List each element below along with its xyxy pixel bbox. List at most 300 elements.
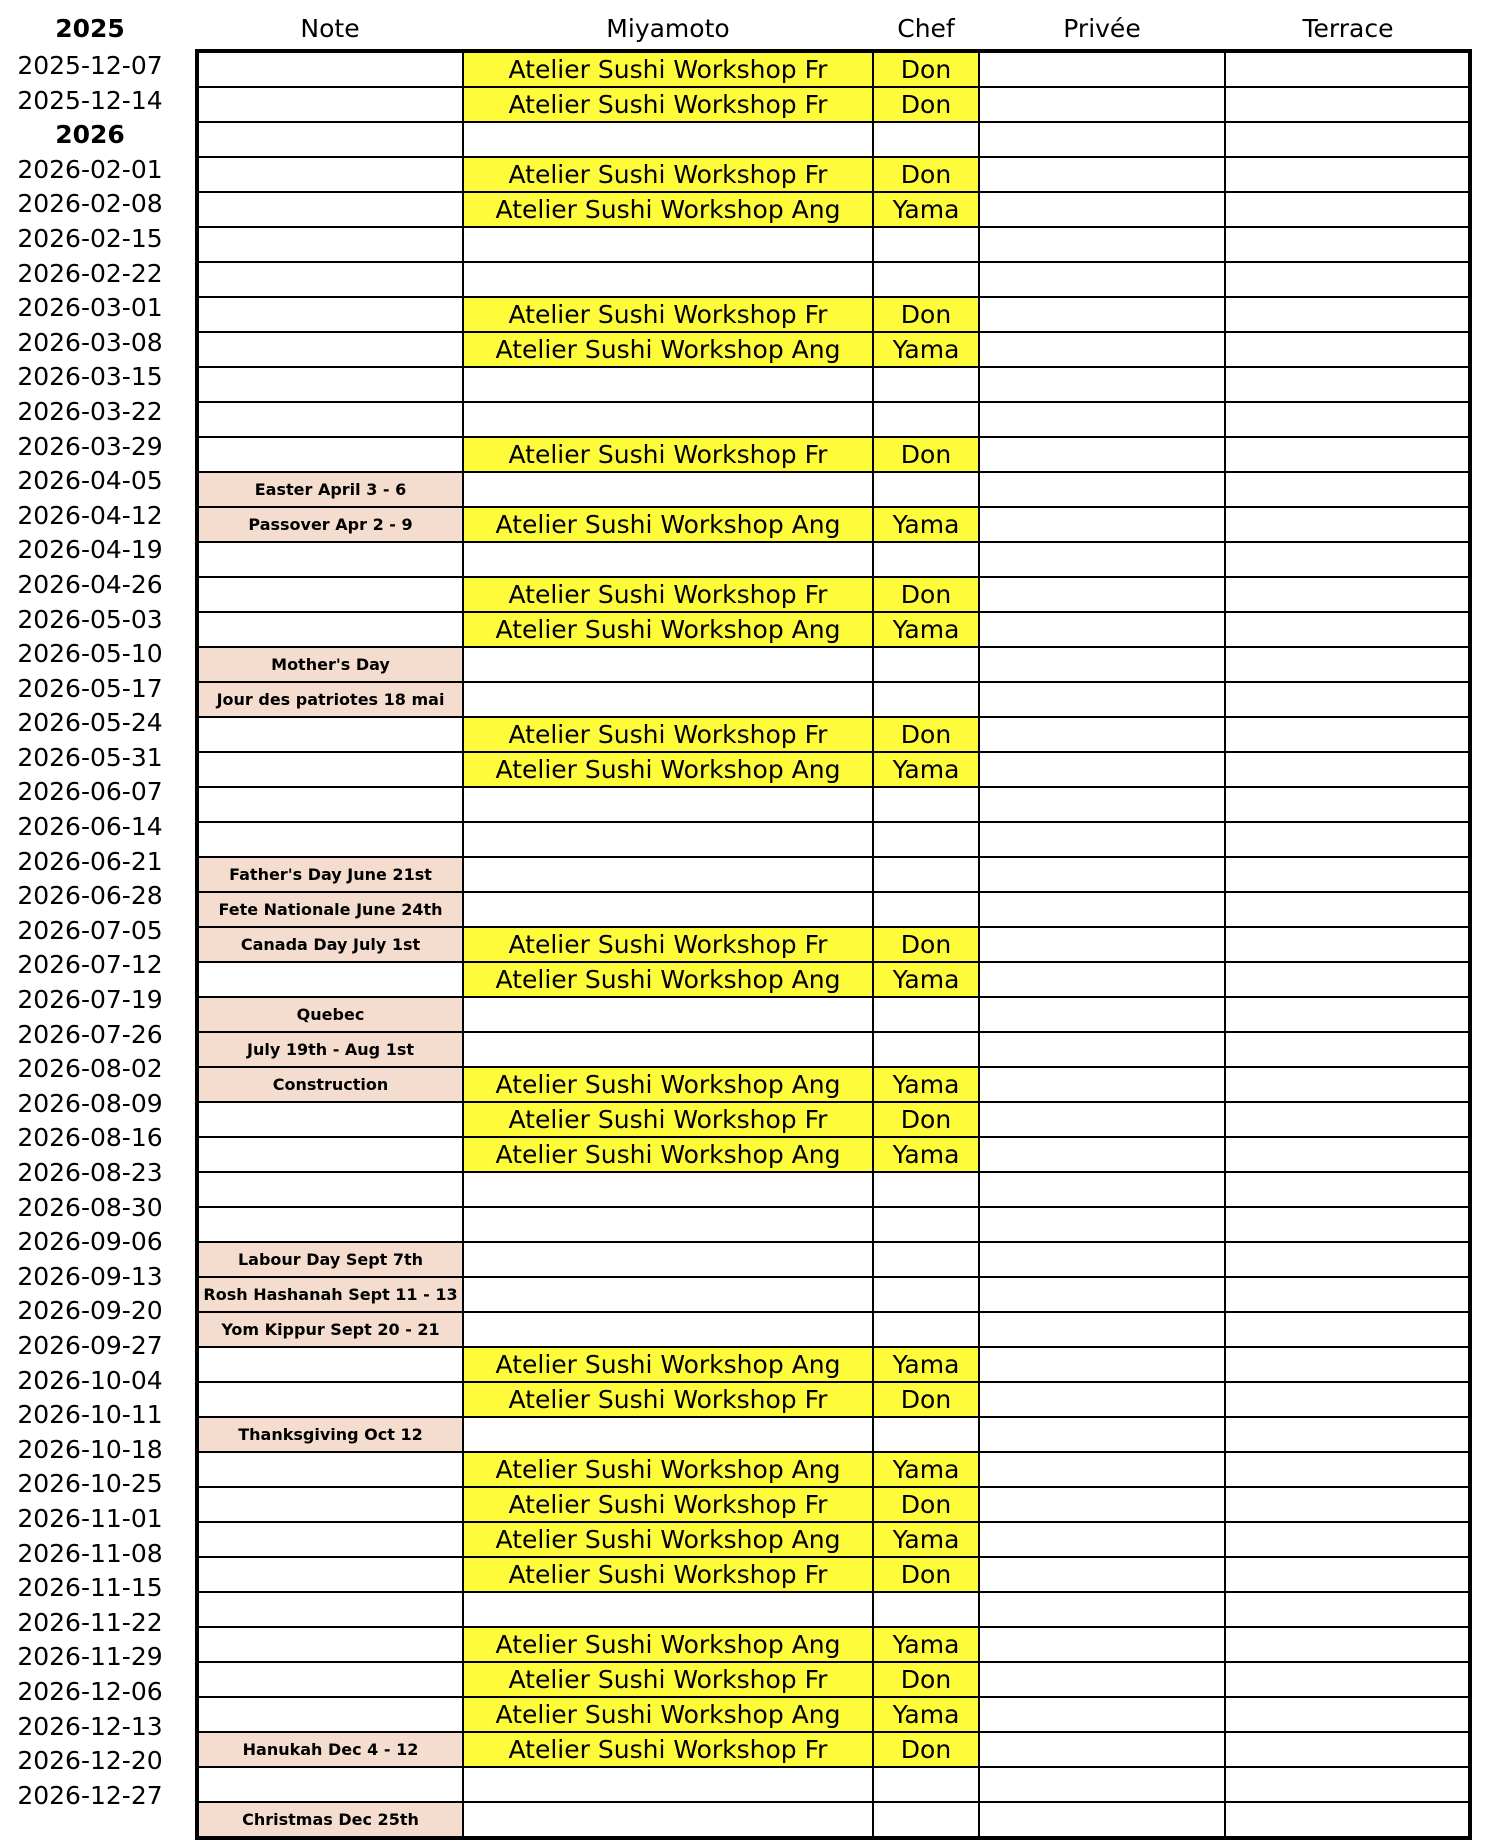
chef-cell[interactable]: Don xyxy=(873,1487,979,1522)
row-date: 2026-10-11 xyxy=(17,1400,163,1430)
privee-cell[interactable] xyxy=(979,962,1225,997)
terrace-cell[interactable] xyxy=(1225,787,1470,822)
table-row xyxy=(197,892,1470,927)
miyamoto-cell[interactable]: Atelier Sushi Workshop Fr xyxy=(463,1662,873,1697)
miyamoto-cell[interactable] xyxy=(463,402,873,437)
privee-cell[interactable] xyxy=(979,1207,1225,1242)
privee-cell[interactable] xyxy=(979,1172,1225,1207)
privee-cell[interactable] xyxy=(979,1417,1225,1452)
chef-cell[interactable]: Yama xyxy=(873,192,979,227)
note-cell[interactable] xyxy=(197,367,463,402)
chef-cell[interactable] xyxy=(873,682,979,717)
note-cell[interactable]: Quebec xyxy=(197,997,463,1032)
chef-cell[interactable] xyxy=(873,1312,979,1347)
table-row xyxy=(197,1452,1470,1487)
privee-cell[interactable] xyxy=(979,227,1225,262)
chef-cell[interactable]: Yama xyxy=(873,1522,979,1557)
terrace-cell[interactable] xyxy=(1225,472,1470,507)
row-date: 2026-04-05 xyxy=(17,466,163,496)
privee-cell[interactable] xyxy=(979,647,1225,682)
chef-cell[interactable] xyxy=(873,472,979,507)
privee-cell[interactable] xyxy=(979,1592,1225,1627)
privee-cell[interactable] xyxy=(979,472,1225,507)
chef-cell[interactable]: Yama xyxy=(873,752,979,787)
privee-cell[interactable] xyxy=(979,717,1225,752)
miyamoto-cell[interactable] xyxy=(463,997,873,1032)
miyamoto-cell[interactable] xyxy=(463,1767,873,1802)
terrace-cell[interactable] xyxy=(1225,1662,1470,1697)
note-cell[interactable] xyxy=(197,962,463,997)
note-cell[interactable]: Passover Apr 2 - 9 xyxy=(197,507,463,542)
terrace-cell[interactable] xyxy=(1225,1522,1470,1557)
chef-cell[interactable]: Don xyxy=(873,87,979,122)
table-row xyxy=(197,1417,1470,1452)
chef-cell[interactable] xyxy=(873,1592,979,1627)
chef-cell[interactable] xyxy=(873,1172,979,1207)
chef-cell[interactable]: Yama xyxy=(873,1347,979,1382)
note-cell[interactable]: Hanukah Dec 4 - 12 xyxy=(197,1732,463,1767)
miyamoto-cell[interactable] xyxy=(463,1417,873,1452)
note-cell[interactable] xyxy=(197,87,463,122)
note-cell[interactable]: Fete Nationale June 24th xyxy=(197,892,463,927)
terrace-cell[interactable] xyxy=(1225,822,1470,857)
privee-cell[interactable] xyxy=(979,332,1225,367)
privee-cell[interactable] xyxy=(979,1277,1225,1312)
chef-cell[interactable]: Don xyxy=(873,51,979,87)
privee-cell[interactable] xyxy=(979,1697,1225,1732)
terrace-cell[interactable] xyxy=(1225,682,1470,717)
chef-cell[interactable] xyxy=(873,822,979,857)
row-date: 2026-07-19 xyxy=(17,985,163,1015)
note-cell[interactable]: Thanksgiving Oct 12 xyxy=(197,1417,463,1452)
note-cell[interactable] xyxy=(197,402,463,437)
row-date: 2026-03-15 xyxy=(17,362,163,392)
table-row xyxy=(197,1697,1470,1732)
note-cell[interactable] xyxy=(197,122,463,157)
privee-cell[interactable] xyxy=(979,192,1225,227)
miyamoto-cell[interactable]: Atelier Sushi Workshop Ang xyxy=(463,192,873,227)
privee-cell[interactable] xyxy=(979,157,1225,192)
miyamoto-cell[interactable] xyxy=(463,857,873,892)
miyamoto-cell[interactable]: Atelier Sushi Workshop Fr xyxy=(463,437,873,472)
table-row xyxy=(197,297,1470,332)
miyamoto-cell[interactable]: Atelier Sushi Workshop Fr xyxy=(463,577,873,612)
miyamoto-cell[interactable]: Atelier Sushi Workshop Fr xyxy=(463,297,873,332)
row-date: 2026-02-15 xyxy=(17,223,163,253)
privee-cell[interactable] xyxy=(979,1487,1225,1522)
miyamoto-cell[interactable] xyxy=(463,822,873,857)
chef-cell[interactable]: Yama xyxy=(873,1137,979,1172)
chef-cell[interactable]: Don xyxy=(873,297,979,332)
chef-cell[interactable] xyxy=(873,787,979,822)
note-cell[interactable]: Rosh Hashanah Sept 11 - 13 xyxy=(197,1277,463,1312)
privee-cell[interactable] xyxy=(979,997,1225,1032)
terrace-cell[interactable] xyxy=(1225,1347,1470,1382)
chef-cell[interactable] xyxy=(873,857,979,892)
miyamoto-cell[interactable] xyxy=(463,1592,873,1627)
terrace-cell[interactable] xyxy=(1225,1102,1470,1137)
note-cell[interactable] xyxy=(197,1172,463,1207)
miyamoto-cell[interactable]: Atelier Sushi Workshop Fr xyxy=(463,1557,873,1592)
miyamoto-cell[interactable]: Atelier Sushi Workshop Fr xyxy=(463,157,873,192)
terrace-cell[interactable] xyxy=(1225,437,1470,472)
terrace-cell[interactable] xyxy=(1225,612,1470,647)
chef-cell[interactable]: Yama xyxy=(873,612,979,647)
miyamoto-cell[interactable]: Atelier Sushi Workshop Ang xyxy=(463,1137,873,1172)
miyamoto-cell[interactable] xyxy=(463,122,873,157)
privee-cell[interactable] xyxy=(979,682,1225,717)
note-cell[interactable] xyxy=(197,1347,463,1382)
miyamoto-cell[interactable]: Atelier Sushi Workshop Ang xyxy=(463,962,873,997)
note-cell[interactable] xyxy=(197,297,463,332)
miyamoto-cell[interactable] xyxy=(463,1032,873,1067)
privee-cell[interactable] xyxy=(979,367,1225,402)
terrace-cell[interactable] xyxy=(1225,1452,1470,1487)
note-cell[interactable]: Father's Day June 21st xyxy=(197,857,463,892)
miyamoto-cell[interactable] xyxy=(463,1172,873,1207)
row-date: 2026-11-22 xyxy=(17,1607,163,1637)
terrace-cell[interactable] xyxy=(1225,1242,1470,1277)
terrace-cell[interactable] xyxy=(1225,1592,1470,1627)
table-row xyxy=(197,472,1470,507)
terrace-cell[interactable] xyxy=(1225,507,1470,542)
note-cell[interactable] xyxy=(197,1697,463,1732)
privee-cell[interactable] xyxy=(979,1312,1225,1347)
note-cell[interactable]: Labour Day Sept 7th xyxy=(197,1242,463,1277)
privee-cell[interactable] xyxy=(979,1102,1225,1137)
privee-cell[interactable] xyxy=(979,1557,1225,1592)
note-cell[interactable]: Jour des patriotes 18 mai xyxy=(197,682,463,717)
miyamoto-cell[interactable]: Atelier Sushi Workshop Fr xyxy=(463,1102,873,1137)
chef-cell[interactable]: Yama xyxy=(873,1627,979,1662)
miyamoto-cell[interactable] xyxy=(463,1802,873,1838)
note-cell[interactable] xyxy=(197,1627,463,1662)
terrace-cell[interactable] xyxy=(1225,997,1470,1032)
row-date: 2026-12-27 xyxy=(17,1780,163,1810)
row-date: 2026-02-08 xyxy=(17,189,163,219)
privee-cell[interactable] xyxy=(979,857,1225,892)
row-date: 2026-07-05 xyxy=(17,915,163,945)
chef-cell[interactable] xyxy=(873,542,979,577)
terrace-cell[interactable] xyxy=(1225,577,1470,612)
chef-cell[interactable] xyxy=(873,892,979,927)
chef-cell[interactable] xyxy=(873,647,979,682)
chef-cell[interactable]: Don xyxy=(873,437,979,472)
note-cell[interactable] xyxy=(197,1557,463,1592)
privee-cell[interactable] xyxy=(979,402,1225,437)
row-date: 2026-02-01 xyxy=(17,154,163,184)
miyamoto-cell[interactable]: Atelier Sushi Workshop Ang xyxy=(463,1522,873,1557)
privee-cell[interactable] xyxy=(979,1137,1225,1172)
miyamoto-cell[interactable]: Atelier Sushi Workshop Fr xyxy=(463,1487,873,1522)
chef-cell[interactable]: Yama xyxy=(873,507,979,542)
privee-cell[interactable] xyxy=(979,787,1225,822)
miyamoto-cell[interactable] xyxy=(463,892,873,927)
note-cell[interactable]: Easter April 3 - 6 xyxy=(197,472,463,507)
chef-cell[interactable]: Don xyxy=(873,927,979,962)
table-row xyxy=(197,227,1470,262)
table-row xyxy=(197,612,1470,647)
miyamoto-cell[interactable]: Atelier Sushi Workshop Fr xyxy=(463,1732,873,1767)
chef-cell[interactable]: Yama xyxy=(873,962,979,997)
privee-cell[interactable] xyxy=(979,1067,1225,1102)
note-cell[interactable]: Christmas Dec 25th xyxy=(197,1802,463,1838)
miyamoto-cell[interactable] xyxy=(463,367,873,402)
chef-cell[interactable] xyxy=(873,1207,979,1242)
terrace-cell[interactable] xyxy=(1225,962,1470,997)
privee-cell[interactable] xyxy=(979,822,1225,857)
terrace-cell[interactable] xyxy=(1225,857,1470,892)
privee-cell[interactable] xyxy=(979,1802,1225,1838)
table-row xyxy=(197,1487,1470,1522)
miyamoto-cell[interactable]: Atelier Sushi Workshop Fr xyxy=(463,1382,873,1417)
note-cell[interactable] xyxy=(197,1452,463,1487)
miyamoto-cell[interactable]: Atelier Sushi Workshop Fr xyxy=(463,51,873,87)
chef-cell[interactable]: Don xyxy=(873,1382,979,1417)
note-cell[interactable] xyxy=(197,787,463,822)
chef-cell[interactable] xyxy=(873,227,979,262)
row-date: 2026-05-10 xyxy=(17,639,163,669)
terrace-cell[interactable] xyxy=(1225,927,1470,962)
note-cell[interactable] xyxy=(197,51,463,87)
miyamoto-cell[interactable]: Atelier Sushi Workshop Ang xyxy=(463,1452,873,1487)
privee-cell[interactable] xyxy=(979,51,1225,87)
privee-cell[interactable] xyxy=(979,1347,1225,1382)
privee-cell[interactable] xyxy=(979,297,1225,332)
privee-cell[interactable] xyxy=(979,1732,1225,1767)
miyamoto-cell[interactable]: Atelier Sushi Workshop Fr xyxy=(463,717,873,752)
chef-cell[interactable]: Yama xyxy=(873,1452,979,1487)
privee-cell[interactable] xyxy=(979,577,1225,612)
note-cell[interactable] xyxy=(197,1767,463,1802)
privee-cell[interactable] xyxy=(979,927,1225,962)
privee-cell[interactable] xyxy=(979,122,1225,157)
privee-cell[interactable] xyxy=(979,1627,1225,1662)
miyamoto-cell[interactable] xyxy=(463,682,873,717)
terrace-cell[interactable] xyxy=(1225,1172,1470,1207)
terrace-cell[interactable] xyxy=(1225,87,1470,122)
chef-cell[interactable]: Don xyxy=(873,157,979,192)
row-date: 2026-11-15 xyxy=(17,1573,163,1603)
terrace-cell[interactable] xyxy=(1225,1767,1470,1802)
chef-cell[interactable]: Yama xyxy=(873,332,979,367)
note-cell[interactable] xyxy=(197,577,463,612)
chef-cell[interactable] xyxy=(873,1032,979,1067)
row-date: 2026-11-08 xyxy=(17,1538,163,1568)
table-row xyxy=(197,1732,1470,1767)
terrace-cell[interactable] xyxy=(1225,752,1470,787)
miyamoto-cell[interactable]: Atelier Sushi Workshop Fr xyxy=(463,87,873,122)
chef-cell[interactable] xyxy=(873,262,979,297)
privee-cell[interactable] xyxy=(979,752,1225,787)
miyamoto-cell[interactable] xyxy=(463,1242,873,1277)
note-cell[interactable] xyxy=(197,227,463,262)
miyamoto-cell[interactable] xyxy=(463,262,873,297)
row-date: 2026-03-22 xyxy=(17,396,163,426)
row-date: 2026-09-27 xyxy=(17,1330,163,1360)
miyamoto-cell[interactable] xyxy=(463,472,873,507)
note-cell[interactable] xyxy=(197,1382,463,1417)
note-cell[interactable] xyxy=(197,157,463,192)
terrace-cell[interactable] xyxy=(1225,1627,1470,1662)
note-cell[interactable]: Construction xyxy=(197,1067,463,1102)
row-date: 2026-09-06 xyxy=(17,1227,163,1257)
table-row xyxy=(197,192,1470,227)
miyamoto-cell[interactable]: Atelier Sushi Workshop Ang xyxy=(463,332,873,367)
note-cell[interactable] xyxy=(197,612,463,647)
row-date: 2026-04-19 xyxy=(17,535,163,565)
privee-cell[interactable] xyxy=(979,1242,1225,1277)
year-header: 2025 xyxy=(55,14,125,43)
table-row xyxy=(197,367,1470,402)
miyamoto-cell[interactable] xyxy=(463,1312,873,1347)
terrace-cell[interactable] xyxy=(1225,227,1470,262)
chef-cell[interactable]: Yama xyxy=(873,1697,979,1732)
row-date: 2026-11-01 xyxy=(17,1503,163,1533)
privee-cell[interactable] xyxy=(979,892,1225,927)
chef-cell[interactable] xyxy=(873,367,979,402)
miyamoto-cell[interactable] xyxy=(463,1277,873,1312)
chef-cell[interactable]: Don xyxy=(873,1732,979,1767)
terrace-cell[interactable] xyxy=(1225,262,1470,297)
chef-cell[interactable]: Don xyxy=(873,1662,979,1697)
table-row xyxy=(197,1627,1470,1662)
note-cell[interactable] xyxy=(197,1662,463,1697)
privee-cell[interactable] xyxy=(979,1522,1225,1557)
miyamoto-cell[interactable] xyxy=(463,1207,873,1242)
chef-cell[interactable] xyxy=(873,1417,979,1452)
terrace-cell[interactable] xyxy=(1225,1697,1470,1732)
privee-cell[interactable] xyxy=(979,1032,1225,1067)
privee-cell[interactable] xyxy=(979,1662,1225,1697)
miyamoto-cell[interactable]: Atelier Sushi Workshop Ang xyxy=(463,752,873,787)
table-row xyxy=(197,752,1470,787)
note-cell[interactable] xyxy=(197,437,463,472)
table-row xyxy=(197,1382,1470,1417)
chef-cell[interactable]: Don xyxy=(873,577,979,612)
terrace-cell[interactable] xyxy=(1225,51,1470,87)
chef-cell[interactable] xyxy=(873,997,979,1032)
privee-cell[interactable] xyxy=(979,542,1225,577)
note-cell[interactable] xyxy=(197,1522,463,1557)
chef-cell[interactable]: Don xyxy=(873,1557,979,1592)
terrace-cell[interactable] xyxy=(1225,1732,1470,1767)
terrace-cell[interactable] xyxy=(1225,297,1470,332)
terrace-cell[interactable] xyxy=(1225,647,1470,682)
miyamoto-cell[interactable]: Atelier Sushi Workshop Fr xyxy=(463,927,873,962)
terrace-cell[interactable] xyxy=(1225,892,1470,927)
privee-cell[interactable] xyxy=(979,1452,1225,1487)
note-cell[interactable]: Canada Day July 1st xyxy=(197,927,463,962)
privee-cell[interactable] xyxy=(979,262,1225,297)
terrace-cell[interactable] xyxy=(1225,192,1470,227)
chef-cell[interactable] xyxy=(873,1242,979,1277)
note-cell[interactable] xyxy=(197,822,463,857)
chef-cell[interactable] xyxy=(873,122,979,157)
miyamoto-cell[interactable] xyxy=(463,542,873,577)
miyamoto-cell[interactable]: Atelier Sushi Workshop Ang xyxy=(463,612,873,647)
table-row xyxy=(197,1102,1470,1137)
terrace-cell[interactable] xyxy=(1225,542,1470,577)
chef-cell[interactable]: Don xyxy=(873,1102,979,1137)
terrace-cell[interactable] xyxy=(1225,1067,1470,1102)
note-cell[interactable]: Yom Kippur Sept 20 - 21 xyxy=(197,1312,463,1347)
terrace-cell[interactable] xyxy=(1225,402,1470,437)
terrace-cell[interactable] xyxy=(1225,717,1470,752)
terrace-cell[interactable] xyxy=(1225,157,1470,192)
table-row xyxy=(197,1312,1470,1347)
note-cell[interactable] xyxy=(197,1592,463,1627)
privee-cell[interactable] xyxy=(979,1767,1225,1802)
chef-cell[interactable] xyxy=(873,1767,979,1802)
terrace-cell[interactable] xyxy=(1225,1802,1470,1838)
note-cell[interactable] xyxy=(197,332,463,367)
note-cell[interactable] xyxy=(197,192,463,227)
row-date: 2026-07-26 xyxy=(17,1019,163,1049)
miyamoto-cell[interactable] xyxy=(463,227,873,262)
terrace-cell[interactable] xyxy=(1225,1382,1470,1417)
table-row xyxy=(197,682,1470,717)
miyamoto-cell[interactable]: Atelier Sushi Workshop Ang xyxy=(463,507,873,542)
terrace-cell[interactable] xyxy=(1225,1207,1470,1242)
miyamoto-cell[interactable]: Atelier Sushi Workshop Ang xyxy=(463,1347,873,1382)
privee-cell[interactable] xyxy=(979,507,1225,542)
note-cell[interactable] xyxy=(197,262,463,297)
note-cell[interactable]: Mother's Day xyxy=(197,647,463,682)
column-header-terrace: Terrace xyxy=(1302,14,1394,43)
note-cell[interactable] xyxy=(197,542,463,577)
privee-cell[interactable] xyxy=(979,612,1225,647)
miyamoto-cell[interactable] xyxy=(463,647,873,682)
terrace-cell[interactable] xyxy=(1225,1417,1470,1452)
chef-cell[interactable] xyxy=(873,1802,979,1838)
chef-cell[interactable] xyxy=(873,402,979,437)
terrace-cell[interactable] xyxy=(1225,122,1470,157)
terrace-cell[interactable] xyxy=(1225,332,1470,367)
table-row xyxy=(197,1207,1470,1242)
privee-cell[interactable] xyxy=(979,437,1225,472)
terrace-cell[interactable] xyxy=(1225,1137,1470,1172)
row-date: 2026-06-21 xyxy=(17,846,163,876)
row-date: 2026-05-03 xyxy=(17,604,163,634)
note-cell[interactable] xyxy=(197,1487,463,1522)
note-cell[interactable] xyxy=(197,717,463,752)
table-row xyxy=(197,1347,1470,1382)
chef-cell[interactable]: Don xyxy=(873,717,979,752)
terrace-cell[interactable] xyxy=(1225,367,1470,402)
terrace-cell[interactable] xyxy=(1225,1032,1470,1067)
note-cell[interactable]: July 19th - Aug 1st xyxy=(197,1032,463,1067)
miyamoto-cell[interactable]: Atelier Sushi Workshop Ang xyxy=(463,1627,873,1662)
miyamoto-cell[interactable] xyxy=(463,787,873,822)
chef-cell[interactable] xyxy=(873,1277,979,1312)
miyamoto-cell[interactable]: Atelier Sushi Workshop Ang xyxy=(463,1067,873,1102)
terrace-cell[interactable] xyxy=(1225,1312,1470,1347)
terrace-cell[interactable] xyxy=(1225,1487,1470,1522)
note-cell[interactable] xyxy=(197,752,463,787)
terrace-cell[interactable] xyxy=(1225,1277,1470,1312)
privee-cell[interactable] xyxy=(979,87,1225,122)
note-cell[interactable] xyxy=(197,1207,463,1242)
note-cell[interactable] xyxy=(197,1137,463,1172)
table-row xyxy=(197,1067,1470,1102)
note-cell[interactable] xyxy=(197,1102,463,1137)
row-date: 2026-08-16 xyxy=(17,1123,163,1153)
chef-cell[interactable]: Yama xyxy=(873,1067,979,1102)
terrace-cell[interactable] xyxy=(1225,1557,1470,1592)
privee-cell[interactable] xyxy=(979,1382,1225,1417)
miyamoto-cell[interactable]: Atelier Sushi Workshop Ang xyxy=(463,1697,873,1732)
